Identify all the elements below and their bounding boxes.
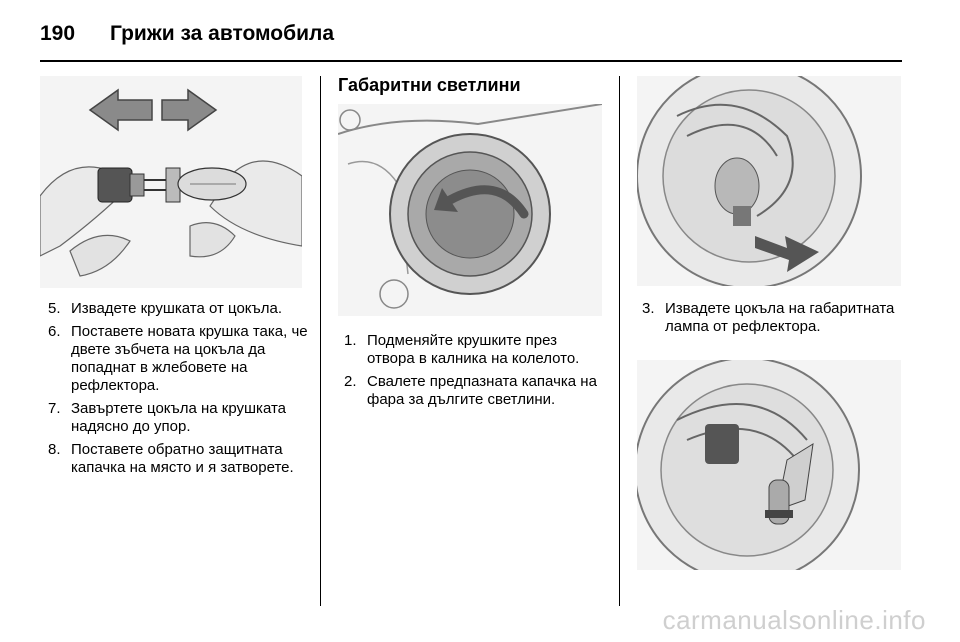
list-item [344, 373, 606, 409]
page-header [40, 22, 334, 46]
step-text: Свалете предпазната капачка на фара за дългите светлини. [367, 373, 597, 408]
step-list-right [642, 300, 904, 341]
step-number: 6. [48, 323, 61, 340]
section-title: Габаритни светлини [338, 75, 521, 95]
side-lamp-bulb-illustration [637, 360, 901, 570]
step-number: 5. [48, 300, 61, 317]
header-rule [40, 60, 902, 62]
step-number: 7. [48, 400, 61, 417]
step-list-middle [344, 332, 606, 414]
step-text: Извадете крушката от цокъла. [71, 300, 283, 317]
list-item [48, 400, 310, 436]
list-item [344, 332, 606, 368]
step-number: 8. [48, 441, 61, 458]
column-divider [320, 76, 321, 606]
list-item [48, 300, 310, 318]
step-number: 1. [344, 332, 357, 349]
chapter-title: Грижи за автомобила [110, 22, 335, 45]
page-number: 190 [40, 22, 76, 45]
list-item [48, 441, 310, 477]
step-number: 2. [344, 373, 357, 390]
step-text: Завъртете цокъла на крушката надясно до упор. [71, 400, 286, 435]
step-number: 3. [642, 300, 655, 317]
step-text: Поставете обратно защитната капачка на място и я затворете. [71, 441, 294, 476]
step-text: Подменяйте крушките през отвора в калника на колелото. [367, 332, 580, 367]
step-text: Извадете цокъла на габаритната лампа от рефлектора. [665, 300, 895, 335]
protective-cap-illustration [338, 104, 602, 316]
bulb-removal-illustration [40, 76, 302, 288]
list-item [642, 300, 904, 336]
list-item [48, 323, 310, 395]
watermark: carmanualsonline.info [662, 605, 926, 635]
column-divider [619, 76, 620, 606]
step-text: Поставете новата крушка така, че двете зъбчета на цокъла да попаднат в жлебовете на рефлектора. [71, 323, 308, 394]
side-lamp-socket-illustration [637, 76, 901, 286]
step-list-left [48, 300, 310, 482]
